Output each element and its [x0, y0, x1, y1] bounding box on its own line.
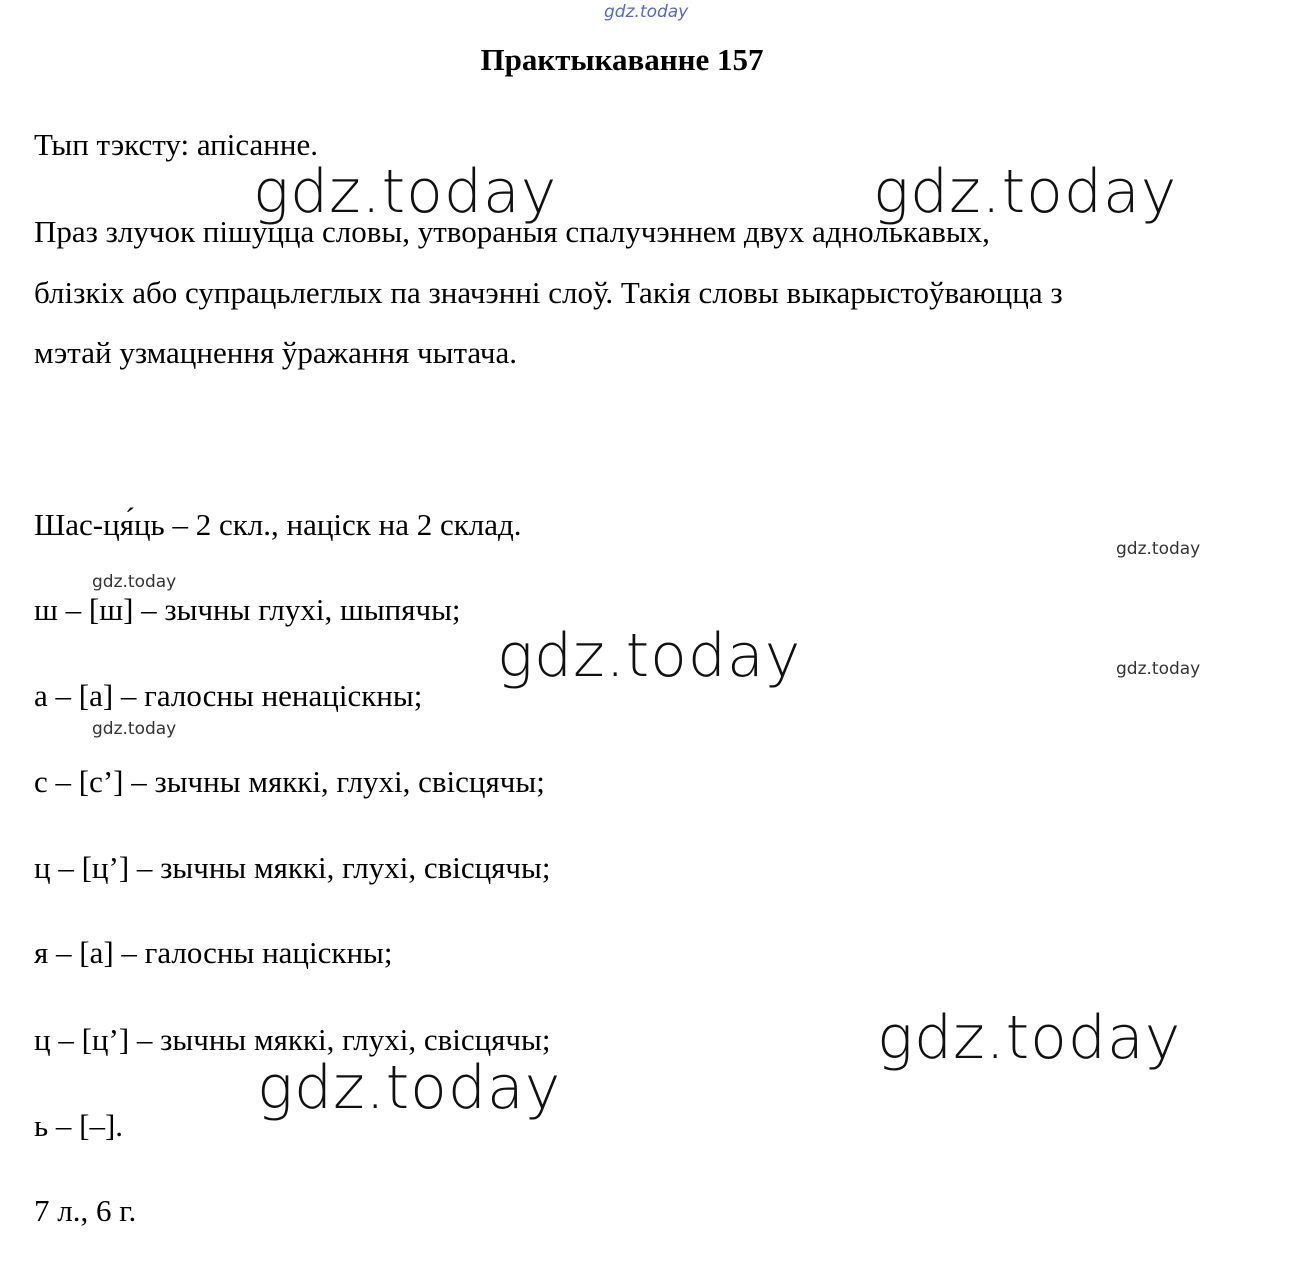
watermark-small-4: gdz.today	[92, 719, 177, 739]
phonetic-line-ya: я – [а] – галосны націскны;	[34, 935, 393, 970]
watermark-big-2: gdz.today	[873, 157, 1178, 227]
phonetic-line-ts-1: ц – [ц’] – зычны мяккі, глухі, свісцячы;	[34, 850, 551, 885]
paragraph-line-2: блізкіх або супрацьлеглых па значэнні слоў. Такія словы выкарыстоўваюцца з	[34, 275, 1063, 310]
letters-sounds-count: 7 л., 6 г.	[34, 1193, 137, 1228]
phonetic-line-ts-2: ц – [ц’] – зычны мяккі, глухі, свісцячы;	[34, 1022, 551, 1057]
watermark-big-5: gdz.today	[257, 1053, 562, 1123]
watermark-big-4: gdz.today	[877, 1003, 1182, 1073]
phonetic-line-a: а – [а] – галосны ненаціскны;	[34, 678, 423, 713]
paragraph-line-3: мэтай узмацнення ўражання чытача.	[34, 335, 518, 370]
paragraph-line-1: Праз злучок пішуцца словы, утвораныя спалучэннем двух аднолькавых,	[34, 214, 990, 249]
watermark-small-2: gdz.today	[92, 572, 177, 592]
watermark-small-3: gdz.today	[1116, 659, 1201, 679]
page-title: Практыкаванне 157	[480, 42, 764, 77]
watermark-big-1: gdz.today	[253, 157, 558, 227]
text-type-line: Тып тэксту: апісанне.	[34, 127, 318, 162]
phonetic-line-sh: ш – [ш] – зычны глухі, шыпячы;	[34, 592, 461, 627]
watermark-small-1: gdz.today	[1116, 539, 1201, 559]
phonetic-line-s: с – [с’] – зычны мяккі, глухі, свісцячы;	[34, 764, 545, 799]
phonetic-line-soft-sign: ь – [–].	[34, 1108, 124, 1143]
watermark-top: gdz.today	[604, 2, 689, 22]
syllable-analysis-line: Шас-ця́ць – 2 скл., націск на 2 склад.	[34, 507, 522, 542]
watermark-big-3: gdz.today	[497, 621, 802, 691]
